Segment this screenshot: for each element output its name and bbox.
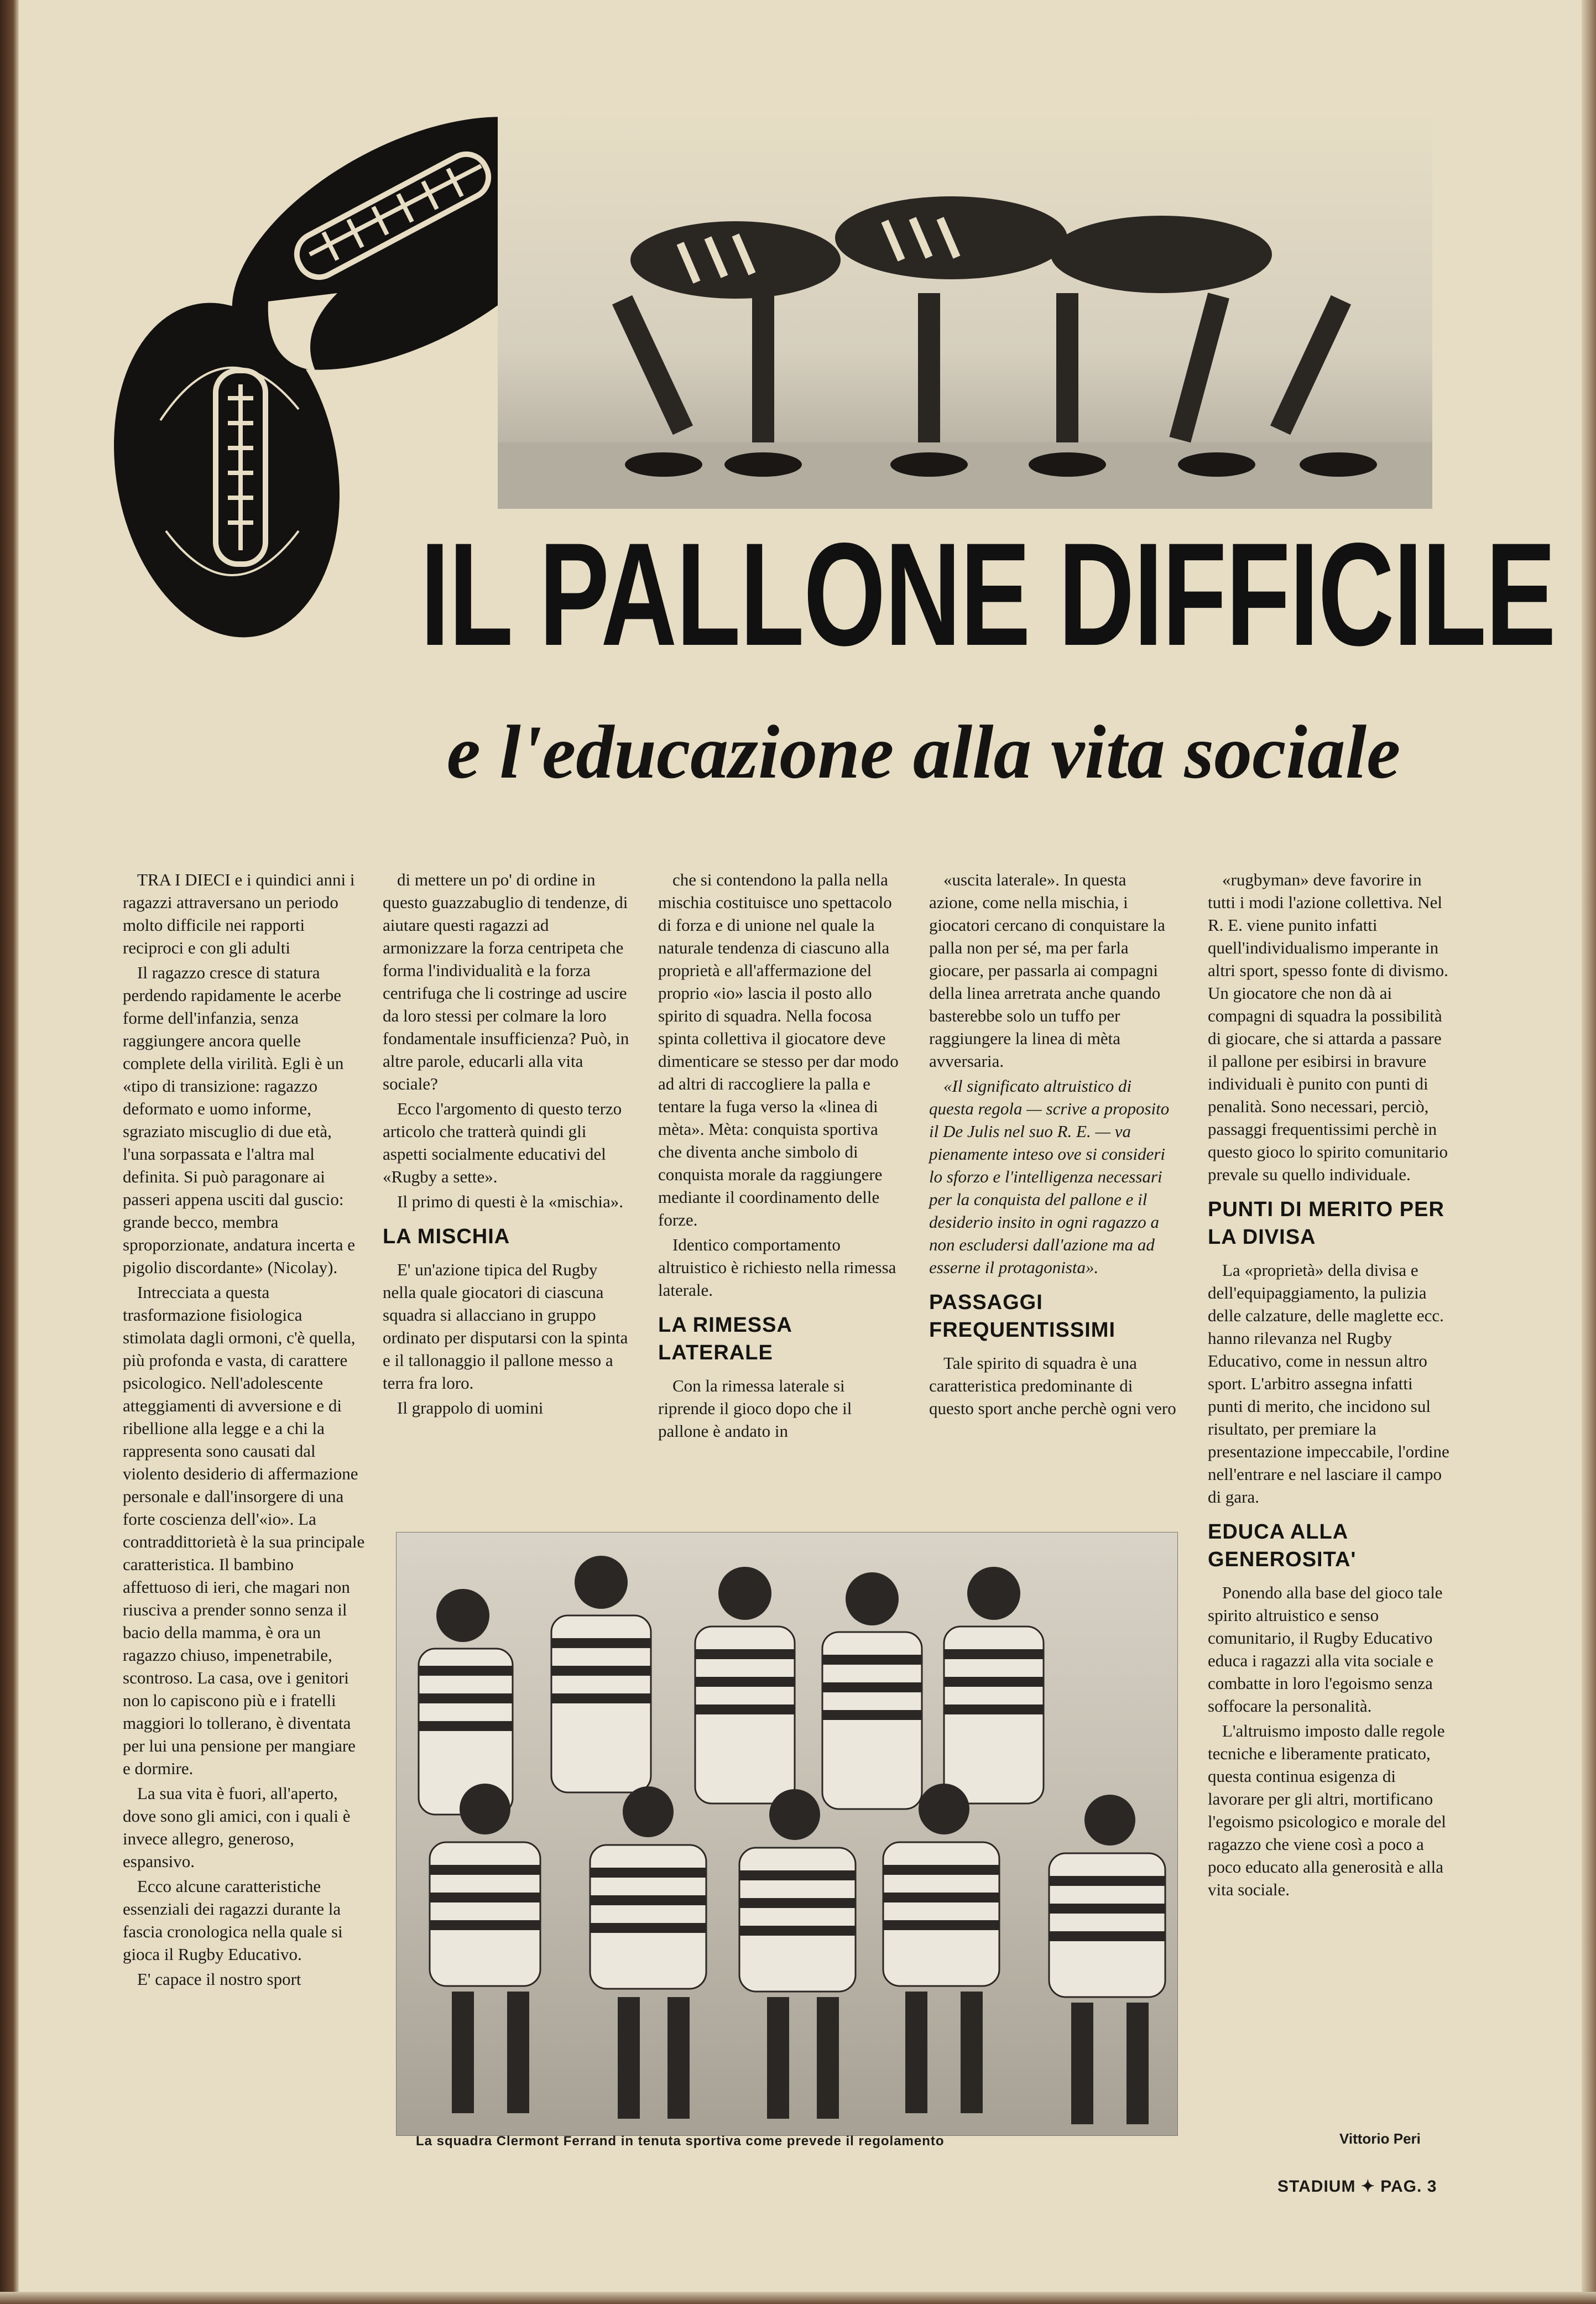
section-heading: LA RIMESSA LATERALE [658,1313,792,1364]
page-folio: STADIUM ✦ PAG. 3 [1277,2177,1437,2196]
paragraph: Intrecciata a questa trasformazione fisiologica stimolata dagli ormoni, c'è quella, più profonda e vasta, di carattere psicologico. Nell'adolescente atteggiamenti di avversione e di ribellione alla legge e a chi la rappresenta sono causati dal violento desiderio di affermazione personale e dall'insorgere di una forte coscienza dell'«io». La contraddittorietà è la sua principale caratteristica. Il bambino affettuoso di ieri, che magari non riusciva a prender sonno senza il bacio della mamma, è ora un ragazzo chiuso, impenetrabile, scontroso. La casa, ove i genitori non lo capiscono più e i fratelli maggiori lo tollerano, è diventata per lui una pensione per mangiare e dormire. [123,1283,365,1778]
paragraph: Ponendo alla base del gioco tale spirito altruistico e senso comunitario, il Rugby Educativo educa i ragazzi alla vita sociale e combatte in loro l'egoismo senza soffocare la personalità. [1208,1583,1443,1716]
paragraph: E' capace il nostro sport [137,1969,301,1989]
paragraph: Ecco l'argomento di questo terzo articolo che tratterà quindi gli aspetti socialmente educativi del «Rugby a sette». [383,1099,622,1186]
paragraph: Tale spirito di squadra è una caratteristica predominante di questo sport anche perchè ogni vero [929,1353,1176,1418]
page-bottom-edge [0,2292,1596,2304]
paragraph: La sua vita è fuori, all'aperto, dove sono gli amici, con i quali è invece allegro, generoso, espansivo. [123,1784,351,1871]
paragraph: Con la rimessa laterale si riprende il gioco dopo che il pallone è andato in [658,1376,852,1441]
text-column-3 [658,868,901,1445]
scrum-photo [498,111,1432,509]
text-column-4 [929,868,1178,1422]
paragraph: Identico comportamento altruistico è richiesto nella rimessa laterale. [658,1235,896,1300]
section-heading: EDUCA ALLA GENEROSITA' [1208,1520,1357,1571]
photo-caption: La squadra Clermont Ferrand in tenuta sportiva come prevede il regolamento [416,2134,945,2149]
paragraph: Il ragazzo cresce di statura perdendo rapidamente le acerbe forme dell'infanzia, senza raggiungere ancora quelle complete della virilità. Egli è un «tipo di transizione: ragazzo deformato e uomo informe, sgraziato miscuglio di due età, l'una sorpassata e l'altra mal definita. Si può paragonare ai passeri appena usciti dal guscio: grande becco, membra sproporzionate, andatura incerta e pigolio discordante» (Nicolay). [123,963,356,1277]
paragraph: Il grappolo di uomini [397,1398,544,1417]
paragraph: Il primo di questi è la «mischia». [397,1192,623,1211]
paragraph: «uscita laterale». In questa azione, come nella mischia, i giocatori cercano di conquistare la palla non per sé, ma per farla giocare, per passarla ai compagni della linea arretrata anche quando basterebbe solo un tuffo per raggiungere la linea di mèta avversaria. [929,870,1165,1071]
headline-subtitle: e l'educazione alla vita sociale [446,710,1401,794]
text-column-5 [1208,868,1451,1903]
section-heading: PASSAGGI FREQUENTISSIMI [929,1291,1116,1342]
paragraph: che si contendono la palla nella mischia costituisce uno spettacolo di forza e di unione nel quale la naturale tendenza di ciascuno alla proprietà e all'affermazione del proprio «io» lascia il posto allo spirito di squadra. Nella focosa spinta collettiva il giocatore deve dimenticare se stesso per dar modo ad altri di raccogliere la palla e tentare la fuga verso la «linea di mèta». Mèta: conquista sportiva che diventa anche simbolo di conquista morale da raggiungere mediante il coordinamento delle forze. [658,870,899,1229]
author-byline: Vittorio Peri [1339,2130,1421,2147]
headline-title: IL PALLONE DIFFICILE [420,513,1556,676]
page-binding [0,0,19,2304]
paragraph: «Il significato altruistico di questa regola — scrive a proposito il De Julis nel suo R. E. — va pienamente inteso ove si consideri lo sforzo e l'intelligenza necessari per la conquista del pallone e il desiderio insito in ogni ragazzo a non escludersi dall'azione ma ad esserne il protagonista». [929,1076,1170,1277]
paragraph: TRA I DIECI e i quindici anni i ragazzi attraversano un periodo molto difficile nei rapporti reciproci e con gli adulti [123,870,355,957]
paragraph: L'altruismo imposto dalle regole tecniche e liberamente praticato, questa continua esigenza di lavorare per gli altri, mortificano l'egoismo psicologico e morale del ragazzo che viene così a poco a poco educato alla generosità e alla vita sociale. [1208,1721,1446,1899]
paragraph: di mettere un po' di ordine in questo guazzabuglio di tendenze, di aiutare questi ragazzi ad armonizzare la forza centripeta che forma l'individualità e la forza centrifuga che li costringe ad uscire da loro stessi per colmare la loro fondamentale insufficienza? Può, in altre parole, educarli alla vita sociale? [383,870,629,1093]
paragraph: La «proprietà» della divisa e dell'equipaggiamento, la pulizia delle calzature, delle maglette ecc. hanno rilevanza nel Rugby Educativo, come in nessun altro sport. L'arbitro assegna infatti punti di merito, che incidono sul risultato, per premiare la presentazione impeccabile, l'ordine nell'entrare e nel lasciare il campo di gara. [1208,1260,1449,1507]
paragraph: «rugbyman» deve favorire in tutti i modi l'azione collettiva. Nel R. E. viene punito infatti quell'individualismo imperante in altri sport, spesso fonte di divismo. Un giocatore che non dà ai compagni di squadra la possibilità di giocare, che si attarda a passare il pallone per esibirsi in bravure individuali è punito con punti di penalità. Sono necessari, perciò, passaggi frequentissimi perchè in questo gioco lo spirito comunitario prevale su quello individuale. [1208,870,1448,1184]
text-column-2 [383,868,629,1421]
text-column-1 [123,868,366,1993]
paragraph: Ecco alcune caratteristiche essenziali dei ragazzi durante la fascia cronologica nella quale si gioca il Rugby Educativo. [123,1876,343,1964]
paragraph: E' un'azione tipica del Rugby nella quale giocatori di ciascuna squadra si allacciano in gruppo ordinato per disputarsi con la spinta e il tallonaggio il pallone messo a terra fra loro. [383,1260,628,1393]
team-photo [396,1532,1178,2136]
page-edge [1582,0,1596,2304]
section-heading: PUNTI DI MERITO PER LA DIVISA [1208,1198,1444,1249]
front-row-players [430,1784,1165,1997]
section-heading: LA MISCHIA [383,1225,510,1248]
